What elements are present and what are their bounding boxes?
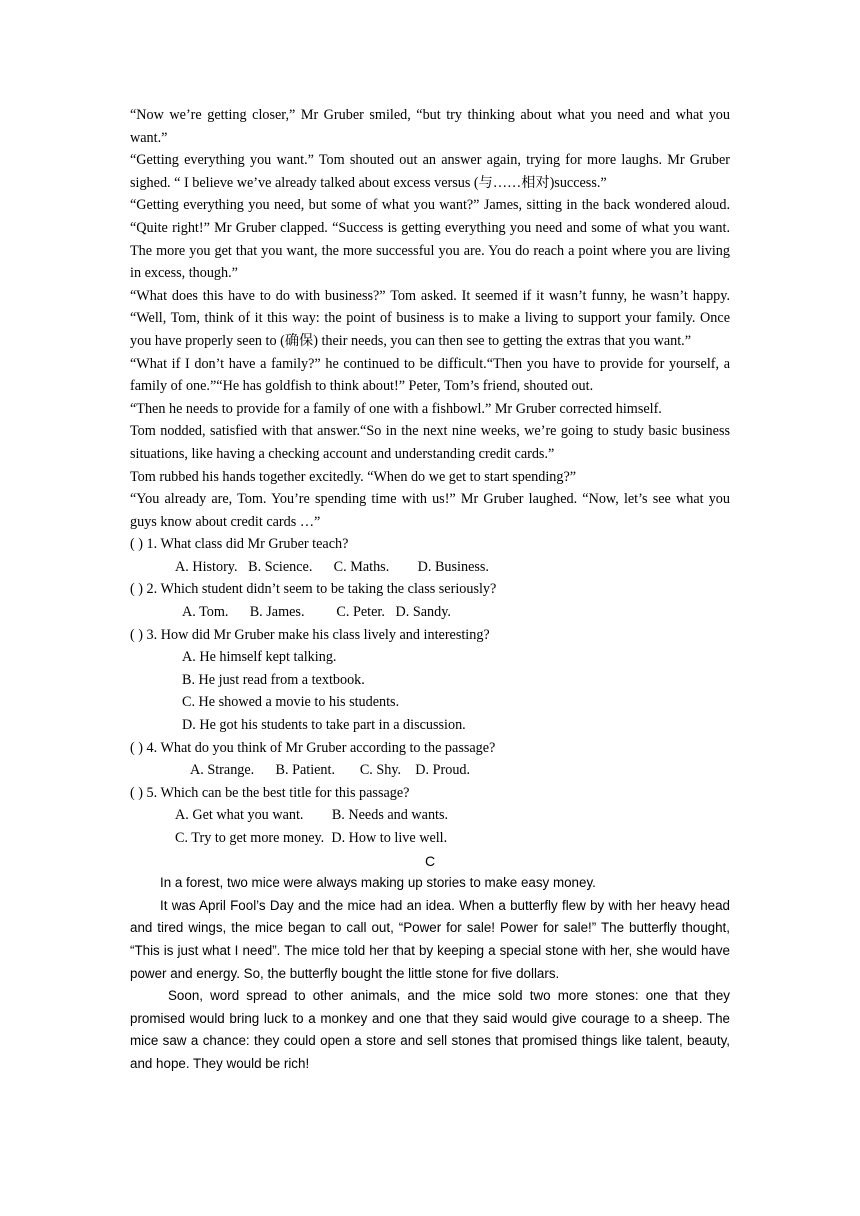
- question-option-b: B. He just read from a textbook.: [182, 671, 365, 688]
- question-stem: ( ) 3. How did Mr Gruber make his class lively and interesting?: [130, 626, 490, 643]
- question-stem: ( ) 1. What class did Mr Gruber teach?: [130, 536, 349, 553]
- question-options: A. Strange. B. Patient. C. Shy. D. Proud.: [190, 762, 471, 779]
- question-stem: ( ) 4. What do you think of Mr Gruber according to the passage?: [130, 739, 496, 756]
- passage-b-paragraph: “Then he needs to provide for a family of one with a fishbowl.” Mr Gruber corrected himself.: [130, 400, 662, 417]
- passage-b-paragraph: “You already are, Tom. You’re spending time with us!” Mr Gruber laughed. “Now, let’s see what you guys know about credit cards …”: [130, 491, 730, 530]
- passage-c-paragraph: In a forest, two mice were always making up stories to make easy money.: [160, 875, 596, 891]
- question-options: A. Tom. B. James. C. Peter. D. Sandy.: [182, 604, 451, 621]
- question-1: [130, 533, 730, 578]
- question-options-line-2: C. Try to get more money. D. How to live well.: [175, 830, 448, 846]
- document-page: [130, 104, 730, 1076]
- passage-b-paragraph: “Getting everything you need, but some of what you want?” James, sitting in the back wondered aloud. “Quite right!” Mr Gruber clapped. “Success is getting everything you need and some of what you want. The more you get that you want, the more successful you are. You do reach a point where you are living in excess, though.”: [130, 197, 730, 282]
- passage-b-paragraph: “What if I don’t have a family?” he continued to be difficult.“Then you have to provide for yourself, a family of one.”“He has goldfish to think about!” Peter, Tom’s friend, shouted out.: [130, 355, 730, 395]
- question-option-d: D. He got his students to take part in a discussion.: [182, 717, 466, 734]
- passage-b-paragraph: “Getting everything you want.” Tom shouted out an answer again, trying for more laughs. Mr Gruber sighed. “ I believe we’ve already talked about excess versus (与……相对)success.”: [130, 152, 730, 191]
- question-option-a: A. He himself kept talking.: [182, 649, 337, 666]
- question-3: [130, 624, 730, 737]
- passage-b-paragraph: Tom rubbed his hands together excitedly. “When do we get to start spending?”: [130, 468, 577, 485]
- section-heading: C: [424, 852, 436, 869]
- question-stem: ( ) 5. Which can be the best title for this passage?: [130, 784, 410, 801]
- question-4: [130, 737, 730, 782]
- question-options: A. History. B. Science. C. Maths. D. Business.: [175, 558, 489, 575]
- question-stem: ( ) 2. Which student didn’t seem to be taking the class seriously?: [130, 581, 497, 598]
- passage-c-paragraph: Soon, word spread to other animals, and the mice sold two more stones: one that they promised would bring luck to a monkey and one that they said would give courage to a sheep. The mice saw a chance: they could open a store and sell stones that promised things like talent, beauty, and hope. They would be rich!: [130, 988, 730, 1071]
- question-options-line-1: A. Get what you want. B. Needs and wants.: [175, 807, 449, 824]
- passage-b-paragraph: “What does this have to do with business?” Tom asked. It seemed if it wasn’t funny, he wasn’t happy. “Well, Tom, think of it this way: the point of business is to make a living to support your family. Once you have properly seen to (确保) their needs, you can then see to getting the extras that you want.”: [130, 287, 730, 349]
- question-option-c: C. He showed a movie to his students.: [182, 694, 400, 711]
- question-2: [130, 578, 730, 623]
- passage-c-paragraph: It was April Fool’s Day and the mice had an idea. When a butterfly flew by with her heavy head and tired wings, the mice began to call out, “Power for sale! Power for sale!” The butterfly thought, “This is just what I need”. The mice told her that by keeping a special stone with her, she would have power and energy. So, the butterfly bought the little stone for five dollars.: [130, 897, 730, 981]
- passage-b-paragraph: Tom nodded, satisfied with that answer.“So in the next nine weeks, we’re going to study basic business situations, like having a checking account and understanding credit cards.”: [130, 423, 730, 462]
- question-5: [130, 782, 730, 850]
- passage-b-paragraph: “Now we’re getting closer,” Mr Gruber smiled, “but try thinking about what you need and what you want.”: [130, 107, 730, 146]
